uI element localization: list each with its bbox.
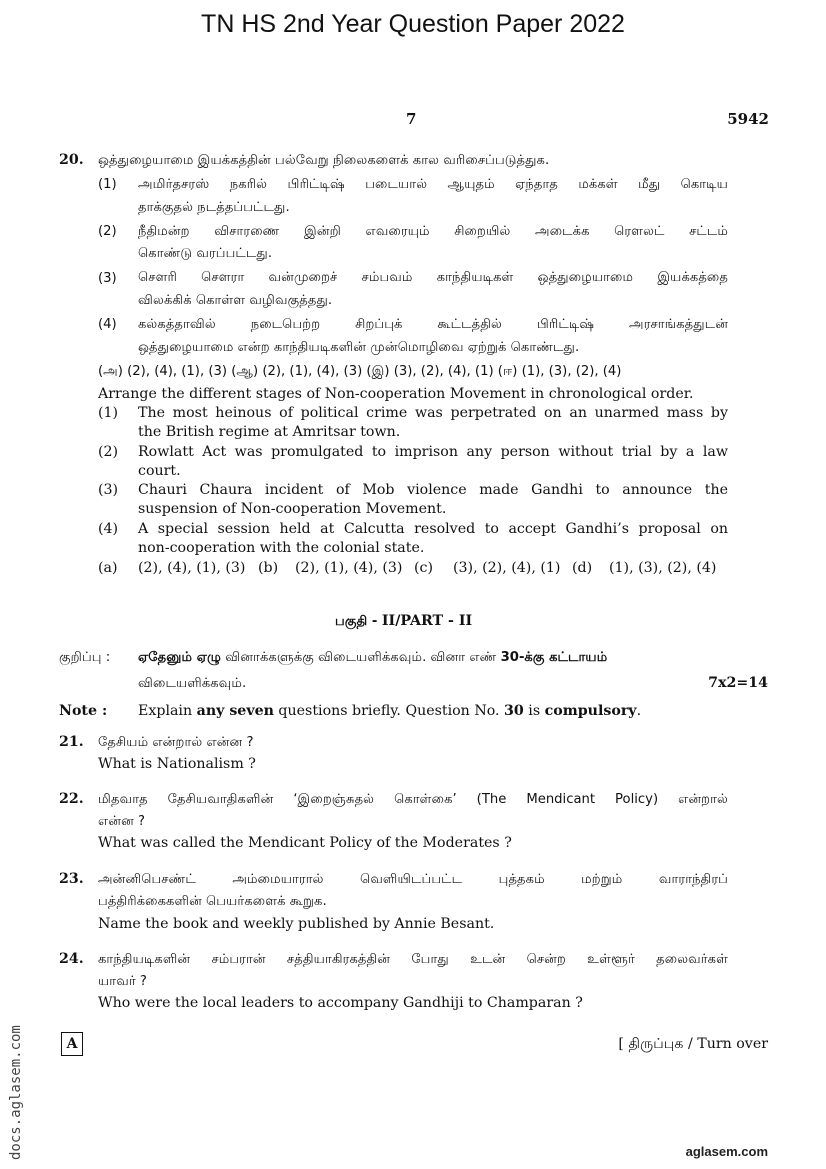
note-text-tamil: ஏதேனும் ஏழு வினாக்களுக்கு விடையளிக்கவும். வினா எண் 30-க்கு கட்டாயம் xyxy=(138,650,608,665)
footer-site: aglasem.com xyxy=(685,1144,768,1159)
question-number: 21. xyxy=(59,734,84,750)
question-text-english: Who were the local leaders to accompany Gandhiji to Champaran ? xyxy=(98,995,583,1011)
item-text-english: Chauri Chaura incident of Mob violence made Gandhi to announce the xyxy=(138,482,728,498)
item-number: (2) xyxy=(98,444,119,460)
item-number: (3) xyxy=(98,482,119,498)
question-text-english: Name the book and weekly published by Annie Besant. xyxy=(98,916,495,932)
question-number: 22. xyxy=(59,791,84,807)
paper-code: 5942 xyxy=(727,110,769,128)
item-text-tamil: ஒத்துழையாமை என்ற காந்தியடிகளின் முன்மொழிவை ஏற்றுக் கொண்டது. xyxy=(138,340,580,355)
option-text: (2), (1), (4), (3) xyxy=(295,560,403,576)
question-text-english: What is Nationalism ? xyxy=(98,756,256,772)
note-label-english: Note : xyxy=(59,703,108,719)
watermark-text: docs.aglasem.com xyxy=(8,1025,24,1160)
question-number: 20. xyxy=(59,152,84,168)
item-text-tamil: கல்கத்தாவில் நடைபெற்ற சிறப்புக் கூட்டத்தில் பிரிட்டிஷ் அரசாங்கத்துடன் xyxy=(138,317,728,332)
item-text-english: suspension of Non-cooperation Movement. xyxy=(138,501,447,517)
option-label: (d) xyxy=(572,560,593,576)
question-text-tamil: காந்தியடிகளின் சம்பரான் சத்தியாகிரகத்தின் போது உடன் சென்ற உள்ளூர் தலைவர்கள் xyxy=(98,952,728,967)
question-number: 23. xyxy=(59,871,84,887)
note-text-english: Explain any seven questions briefly. Question No. 30 is compulsory. xyxy=(138,703,642,719)
note-text-tamil-continued: விடையளிக்கவும். xyxy=(138,676,247,691)
question-text-tamil: பத்திரிக்கைகளின் பெயர்களைக் கூறுக. xyxy=(98,894,327,909)
question-text-tamil: அன்னிபெசண்ட் அம்மையாரால் வெளியிடப்பட்ட புத்தகம் மற்றும் வாராந்திரப் xyxy=(98,872,728,887)
option-label: (b) xyxy=(258,560,279,576)
item-text-english: A special session held at Calcutta resolved to accept Gandhi’s proposal on xyxy=(138,521,728,537)
item-text-english: court. xyxy=(138,463,181,479)
option-label: (c) xyxy=(414,560,434,576)
marks-allotment: 7x2=14 xyxy=(708,675,768,691)
page-number: 7 xyxy=(406,110,417,128)
question-text-tamil: தேசியம் என்றால் என்ன ? xyxy=(98,735,254,750)
version-box: A xyxy=(61,1032,83,1056)
item-number: (1) xyxy=(98,177,117,192)
item-number: (4) xyxy=(98,521,119,537)
option-text: (1), (3), (2), (4) xyxy=(609,560,717,576)
part-heading xyxy=(335,612,472,631)
option-text: (2), (4), (1), (3) xyxy=(138,560,246,576)
option-label: (a) xyxy=(98,560,118,576)
option-text: (3), (2), (4), (1) xyxy=(453,560,561,576)
item-text-tamil: கொண்டு வரப்பட்டது. xyxy=(138,246,273,261)
item-number: (1) xyxy=(98,405,119,421)
part-heading-tamil: பகுதி - xyxy=(335,614,382,629)
item-text-english: The most heinous of political crime was perpetrated on an unarmed mass by xyxy=(138,405,728,421)
item-text-tamil: சௌரி சௌரா வன்முறைச் சம்பவம் காந்தியடிகள் ஒத்துழையாமை இயக்கத்தை xyxy=(138,270,728,285)
item-text-tamil: நீதிமன்ற விசாரணை இன்றி எவரையும் சிறையில் அடைக்க ரௌலட் சட்டம் xyxy=(138,224,728,239)
note-label-tamil: குறிப்பு : xyxy=(59,650,111,665)
item-number: (2) xyxy=(98,224,117,239)
item-text-tamil: அமிர்தசரஸ் நகரில் பிரிட்டிஷ் படையால் ஆயுதம் ஏந்தாத மக்கள் மீது கொடிய xyxy=(138,177,728,192)
question-text-tamil: மிதவாத தேசியவாதிகளின் ‘இறைஞ்சுதல் கொள்கை’ (The Mendicant Policy) என்றால் xyxy=(98,792,728,807)
question-number: 24. xyxy=(59,951,84,967)
item-text-tamil: விலக்கிக் கொள்ள வழிவகுத்தது. xyxy=(138,293,333,308)
options-tamil: (அ) (2), (4), (1), (3) (ஆ) (2), (1), (4), (3) (இ) (3), (2), (4), (1) (ஈ) (1), (3), (2), (4) xyxy=(98,364,622,379)
question-text-tamil: யாவர் ? xyxy=(98,974,147,989)
question-text-english: What was called the Mendicant Policy of the Moderates ? xyxy=(98,835,512,851)
item-text-english: Rowlatt Act was promulgated to imprison any person without trial by a law xyxy=(138,444,728,460)
item-number: (4) xyxy=(98,317,117,332)
item-text-tamil: தாக்குதல் நடத்தப்பட்டது. xyxy=(138,200,290,215)
part-heading-english: II/PART - II xyxy=(381,613,473,629)
turn-over-text: [ திருப்புக / Turn over xyxy=(618,1036,768,1052)
item-number: (3) xyxy=(98,271,117,286)
question-text-tamil: என்ன ? xyxy=(98,814,146,829)
item-text-english: non-cooperation with the colonial state. xyxy=(138,540,425,556)
document-title: TN HS 2nd Year Question Paper 2022 xyxy=(201,10,625,38)
question-text-tamil: ஒத்துழையாமை இயக்கத்தின் பல்வேறு நிலைகளைக் கால வரிசைப்படுத்துக. xyxy=(98,153,550,168)
question-text-english: Arrange the different stages of Non-cooperation Movement in chronological order. xyxy=(98,386,694,402)
item-text-english: the British regime at Amritsar town. xyxy=(138,424,401,440)
